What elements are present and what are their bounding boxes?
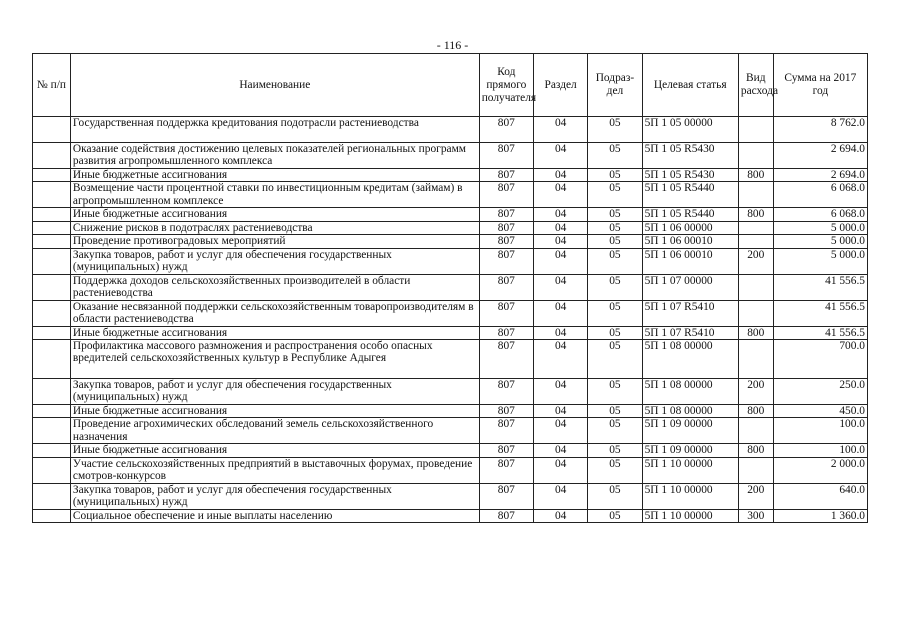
row-sum: 2 694.0 bbox=[773, 169, 867, 182]
row-subsection: 05 bbox=[588, 457, 642, 483]
row-code: 807 bbox=[479, 379, 533, 405]
row-section: 04 bbox=[533, 457, 587, 483]
row-kind bbox=[738, 221, 773, 234]
row-target: 5П 1 05 R5440 bbox=[642, 182, 738, 208]
row-subsection: 05 bbox=[588, 509, 642, 522]
row-number bbox=[33, 248, 71, 274]
row-sum: 100.0 bbox=[773, 418, 867, 444]
row-kind: 300 bbox=[738, 509, 773, 522]
row-code: 807 bbox=[479, 418, 533, 444]
row-kind: 800 bbox=[738, 208, 773, 221]
row-target: 5П 1 08 00000 bbox=[642, 379, 738, 405]
row-number bbox=[33, 117, 71, 143]
row-target: 5П 1 08 00000 bbox=[642, 340, 738, 379]
row-subsection: 05 bbox=[588, 235, 642, 248]
row-name: Проведение противоградовых мероприятий bbox=[70, 235, 479, 248]
row-name: Возмещение части процентной ставки по инвестиционным кредитам (займам) в агропромышленном комплексе bbox=[70, 182, 479, 208]
row-sum: 5 000.0 bbox=[773, 221, 867, 234]
row-sum: 640.0 bbox=[773, 483, 867, 509]
row-section: 04 bbox=[533, 483, 587, 509]
row-sum: 6 068.0 bbox=[773, 208, 867, 221]
row-name: Иные бюджетные ассигнования bbox=[70, 405, 479, 418]
table-body bbox=[33, 117, 868, 523]
row-number bbox=[33, 457, 71, 483]
row-subsection: 05 bbox=[588, 248, 642, 274]
row-subsection: 05 bbox=[588, 379, 642, 405]
row-sum: 5 000.0 bbox=[773, 248, 867, 274]
row-sum: 1 360.0 bbox=[773, 509, 867, 522]
row-name: Иные бюджетные ассигнования bbox=[70, 444, 479, 457]
row-subsection: 05 bbox=[588, 418, 642, 444]
table-row bbox=[33, 483, 868, 509]
table-row bbox=[33, 182, 868, 208]
budget-table bbox=[32, 53, 868, 523]
row-target: 5П 1 10 00000 bbox=[642, 457, 738, 483]
row-sum: 6 068.0 bbox=[773, 182, 867, 208]
row-target: 5П 1 10 00000 bbox=[642, 509, 738, 522]
row-number bbox=[33, 235, 71, 248]
row-code: 807 bbox=[479, 444, 533, 457]
row-number bbox=[33, 444, 71, 457]
row-kind bbox=[738, 274, 773, 300]
row-code: 807 bbox=[479, 117, 533, 143]
row-sum: 2 694.0 bbox=[773, 143, 867, 169]
row-section: 04 bbox=[533, 235, 587, 248]
row-subsection: 05 bbox=[588, 444, 642, 457]
row-target: 5П 1 05 R5430 bbox=[642, 169, 738, 182]
row-sum: 450.0 bbox=[773, 405, 867, 418]
row-code: 807 bbox=[479, 300, 533, 326]
row-target: 5П 1 05 R5430 bbox=[642, 143, 738, 169]
header-section: Раздел bbox=[533, 54, 587, 117]
table-row bbox=[33, 457, 868, 483]
row-target: 5П 1 05 R5440 bbox=[642, 208, 738, 221]
row-subsection: 05 bbox=[588, 274, 642, 300]
row-number bbox=[33, 182, 71, 208]
row-target: 5П 1 07 00000 bbox=[642, 274, 738, 300]
table-row bbox=[33, 509, 868, 522]
row-sum: 41 556.5 bbox=[773, 274, 867, 300]
page-number: - 116 - bbox=[436, 38, 469, 52]
row-subsection: 05 bbox=[588, 340, 642, 379]
row-section: 04 bbox=[533, 117, 587, 143]
row-section: 04 bbox=[533, 221, 587, 234]
row-subsection: 05 bbox=[588, 483, 642, 509]
row-code: 807 bbox=[479, 405, 533, 418]
table-row bbox=[33, 274, 868, 300]
row-kind bbox=[738, 457, 773, 483]
header-num: № п/п bbox=[33, 54, 71, 117]
row-section: 04 bbox=[533, 340, 587, 379]
row-number bbox=[33, 169, 71, 182]
row-number bbox=[33, 326, 71, 339]
row-code: 807 bbox=[479, 221, 533, 234]
table-row bbox=[33, 235, 868, 248]
table-row bbox=[33, 169, 868, 182]
row-code: 807 bbox=[479, 169, 533, 182]
row-kind: 800 bbox=[738, 405, 773, 418]
row-target: 5П 1 05 00000 bbox=[642, 117, 738, 143]
row-name: Закупка товаров, работ и услуг для обеспечения государственных (муниципальных) нужд bbox=[70, 379, 479, 405]
row-kind: 800 bbox=[738, 444, 773, 457]
row-kind bbox=[738, 418, 773, 444]
row-subsection: 05 bbox=[588, 169, 642, 182]
table-row bbox=[33, 326, 868, 339]
table-row bbox=[33, 208, 868, 221]
header-code: Код прямого получателя bbox=[479, 54, 533, 117]
row-code: 807 bbox=[479, 483, 533, 509]
row-number bbox=[33, 483, 71, 509]
row-sum: 250.0 bbox=[773, 379, 867, 405]
row-name: Профилактика массового размножения и распространения особо опасных вредителей сельскохозяйственных культур в Республике Адыгея bbox=[70, 340, 479, 379]
table-row bbox=[33, 117, 868, 143]
table-row bbox=[33, 248, 868, 274]
row-name: Иные бюджетные ассигнования bbox=[70, 208, 479, 221]
row-kind bbox=[738, 235, 773, 248]
row-kind: 200 bbox=[738, 483, 773, 509]
row-kind bbox=[738, 300, 773, 326]
row-code: 807 bbox=[479, 340, 533, 379]
row-sum: 41 556.5 bbox=[773, 326, 867, 339]
header-kind: Вид расхода bbox=[738, 54, 773, 117]
row-sum: 5 000.0 bbox=[773, 235, 867, 248]
row-number bbox=[33, 340, 71, 379]
row-kind: 200 bbox=[738, 248, 773, 274]
row-target: 5П 1 09 00000 bbox=[642, 444, 738, 457]
row-number bbox=[33, 509, 71, 522]
row-section: 04 bbox=[533, 418, 587, 444]
header-name: Наименование bbox=[70, 54, 479, 117]
row-section: 04 bbox=[533, 169, 587, 182]
row-code: 807 bbox=[479, 182, 533, 208]
row-subsection: 05 bbox=[588, 221, 642, 234]
header-sum: Сумма на 2017 год bbox=[773, 54, 867, 117]
row-kind bbox=[738, 143, 773, 169]
table-row bbox=[33, 418, 868, 444]
row-section: 04 bbox=[533, 143, 587, 169]
row-number bbox=[33, 379, 71, 405]
row-sum: 41 556.5 bbox=[773, 300, 867, 326]
table-row bbox=[33, 340, 868, 379]
table-header-row bbox=[33, 54, 868, 117]
row-target: 5П 1 07 R5410 bbox=[642, 326, 738, 339]
header-target: Целевая статья bbox=[642, 54, 738, 117]
row-section: 04 bbox=[533, 405, 587, 418]
table-row bbox=[33, 444, 868, 457]
row-code: 807 bbox=[479, 326, 533, 339]
row-section: 04 bbox=[533, 182, 587, 208]
table-row bbox=[33, 379, 868, 405]
row-kind bbox=[738, 117, 773, 143]
row-number bbox=[33, 208, 71, 221]
row-name: Оказание содействия достижению целевых показателей региональных программ развития агропромышленного комплекса bbox=[70, 143, 479, 169]
row-name: Закупка товаров, работ и услуг для обеспечения государственных (муниципальных) нужд bbox=[70, 483, 479, 509]
row-target: 5П 1 06 00010 bbox=[642, 235, 738, 248]
row-section: 04 bbox=[533, 444, 587, 457]
row-subsection: 05 bbox=[588, 405, 642, 418]
row-code: 807 bbox=[479, 274, 533, 300]
row-kind: 800 bbox=[738, 326, 773, 339]
row-section: 04 bbox=[533, 379, 587, 405]
row-subsection: 05 bbox=[588, 300, 642, 326]
row-section: 04 bbox=[533, 274, 587, 300]
row-name: Иные бюджетные ассигнования bbox=[70, 169, 479, 182]
row-subsection: 05 bbox=[588, 208, 642, 221]
row-target: 5П 1 08 00000 bbox=[642, 405, 738, 418]
row-sum: 2 000.0 bbox=[773, 457, 867, 483]
row-name: Социальное обеспечение и иные выплаты населению bbox=[70, 509, 479, 522]
table-row bbox=[33, 221, 868, 234]
row-code: 807 bbox=[479, 235, 533, 248]
row-sum: 8 762.0 bbox=[773, 117, 867, 143]
row-code: 807 bbox=[479, 248, 533, 274]
row-target: 5П 1 07 R5410 bbox=[642, 300, 738, 326]
row-number bbox=[33, 274, 71, 300]
row-target: 5П 1 06 00010 bbox=[642, 248, 738, 274]
row-subsection: 05 bbox=[588, 117, 642, 143]
row-number bbox=[33, 143, 71, 169]
row-code: 807 bbox=[479, 208, 533, 221]
row-name: Участие сельскохозяйственных предприятий в выставочных форумах, проведение смотров-конкурсов bbox=[70, 457, 479, 483]
row-target: 5П 1 10 00000 bbox=[642, 483, 738, 509]
row-name: Государственная поддержка кредитования подотрасли растениеводства bbox=[70, 117, 479, 143]
row-code: 807 bbox=[479, 457, 533, 483]
row-target: 5П 1 06 00000 bbox=[642, 221, 738, 234]
row-name: Иные бюджетные ассигнования bbox=[70, 326, 479, 339]
row-section: 04 bbox=[533, 208, 587, 221]
row-name: Снижение рисков в подотраслях растениеводства bbox=[70, 221, 479, 234]
table-row bbox=[33, 143, 868, 169]
row-name: Проведение агрохимических обследований земель сельскохозяйственного назначения bbox=[70, 418, 479, 444]
row-subsection: 05 bbox=[588, 182, 642, 208]
table-row bbox=[33, 405, 868, 418]
row-number bbox=[33, 300, 71, 326]
row-number bbox=[33, 405, 71, 418]
row-number bbox=[33, 418, 71, 444]
row-section: 04 bbox=[533, 326, 587, 339]
header-subsection: Подраз-дел bbox=[588, 54, 642, 117]
row-subsection: 05 bbox=[588, 326, 642, 339]
row-section: 04 bbox=[533, 248, 587, 274]
row-section: 04 bbox=[533, 509, 587, 522]
row-sum: 700.0 bbox=[773, 340, 867, 379]
row-section: 04 bbox=[533, 300, 587, 326]
row-code: 807 bbox=[479, 143, 533, 169]
row-name: Оказание несвязанной поддержки сельскохозяйственным товаропроизводителям в области растениеводства bbox=[70, 300, 479, 326]
row-name: Закупка товаров, работ и услуг для обеспечения государственных (муниципальных) нужд bbox=[70, 248, 479, 274]
row-kind bbox=[738, 340, 773, 379]
row-kind bbox=[738, 182, 773, 208]
row-sum: 100.0 bbox=[773, 444, 867, 457]
row-code: 807 bbox=[479, 509, 533, 522]
row-number bbox=[33, 221, 71, 234]
row-kind: 200 bbox=[738, 379, 773, 405]
row-name: Поддержка доходов сельскохозяйственных производителей в области растениеводства bbox=[70, 274, 479, 300]
row-subsection: 05 bbox=[588, 143, 642, 169]
row-kind: 800 bbox=[738, 169, 773, 182]
table-row bbox=[33, 300, 868, 326]
row-target: 5П 1 09 00000 bbox=[642, 418, 738, 444]
